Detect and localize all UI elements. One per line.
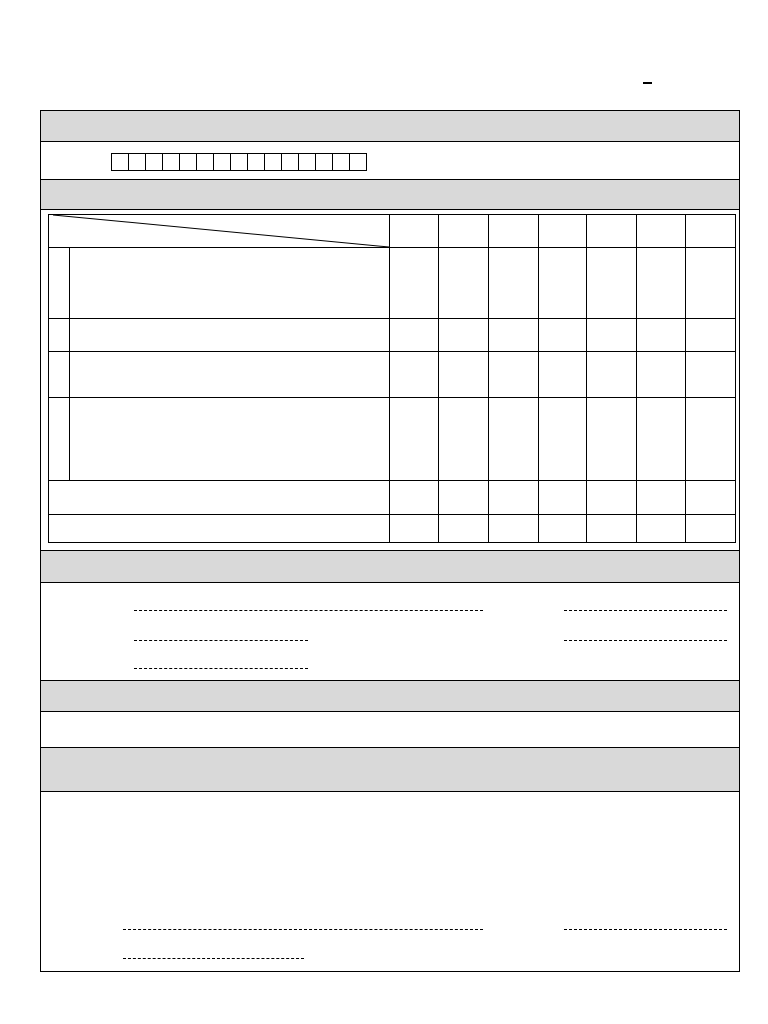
- certification-field-signature[interactable]: [123, 958, 304, 959]
- registration-char-box[interactable]: [162, 153, 180, 171]
- registration-char-box[interactable]: [128, 153, 146, 171]
- certification-field-place[interactable]: [123, 929, 483, 930]
- registration-char-box[interactable]: [230, 153, 248, 171]
- registration-char-box[interactable]: [247, 153, 265, 171]
- declaration-field-signature[interactable]: [564, 640, 727, 641]
- declaration-field-date[interactable]: [564, 610, 727, 611]
- registration-char-box[interactable]: [111, 153, 129, 171]
- section-band-3: [41, 550, 739, 583]
- data-table-grid: [48, 214, 736, 543]
- form-number-dash: [643, 82, 652, 84]
- data-table: [48, 214, 736, 543]
- registration-char-box[interactable]: [179, 153, 197, 171]
- section-band-1: [41, 111, 739, 142]
- registration-char-box[interactable]: [349, 153, 367, 171]
- registration-char-box[interactable]: [315, 153, 333, 171]
- form-frame: [40, 110, 740, 972]
- registration-char-box[interactable]: [281, 153, 299, 171]
- registration-number-boxes[interactable]: [111, 153, 367, 171]
- declaration-field-title[interactable]: [134, 668, 308, 669]
- section-band-2: [41, 179, 739, 210]
- registration-char-box[interactable]: [298, 153, 316, 171]
- registration-char-box[interactable]: [264, 153, 282, 171]
- registration-char-box[interactable]: [332, 153, 350, 171]
- declaration-field-place[interactable]: [134, 610, 483, 611]
- declaration-field-name[interactable]: [134, 640, 308, 641]
- table-header-diagonal: [53, 215, 389, 247]
- registration-char-box[interactable]: [145, 153, 163, 171]
- certification-field-date[interactable]: [564, 929, 727, 930]
- table-outer-border: [49, 215, 736, 543]
- registration-char-box[interactable]: [196, 153, 214, 171]
- section-band-5: [41, 747, 739, 792]
- section-band-4: [41, 680, 739, 712]
- registration-char-box[interactable]: [213, 153, 231, 171]
